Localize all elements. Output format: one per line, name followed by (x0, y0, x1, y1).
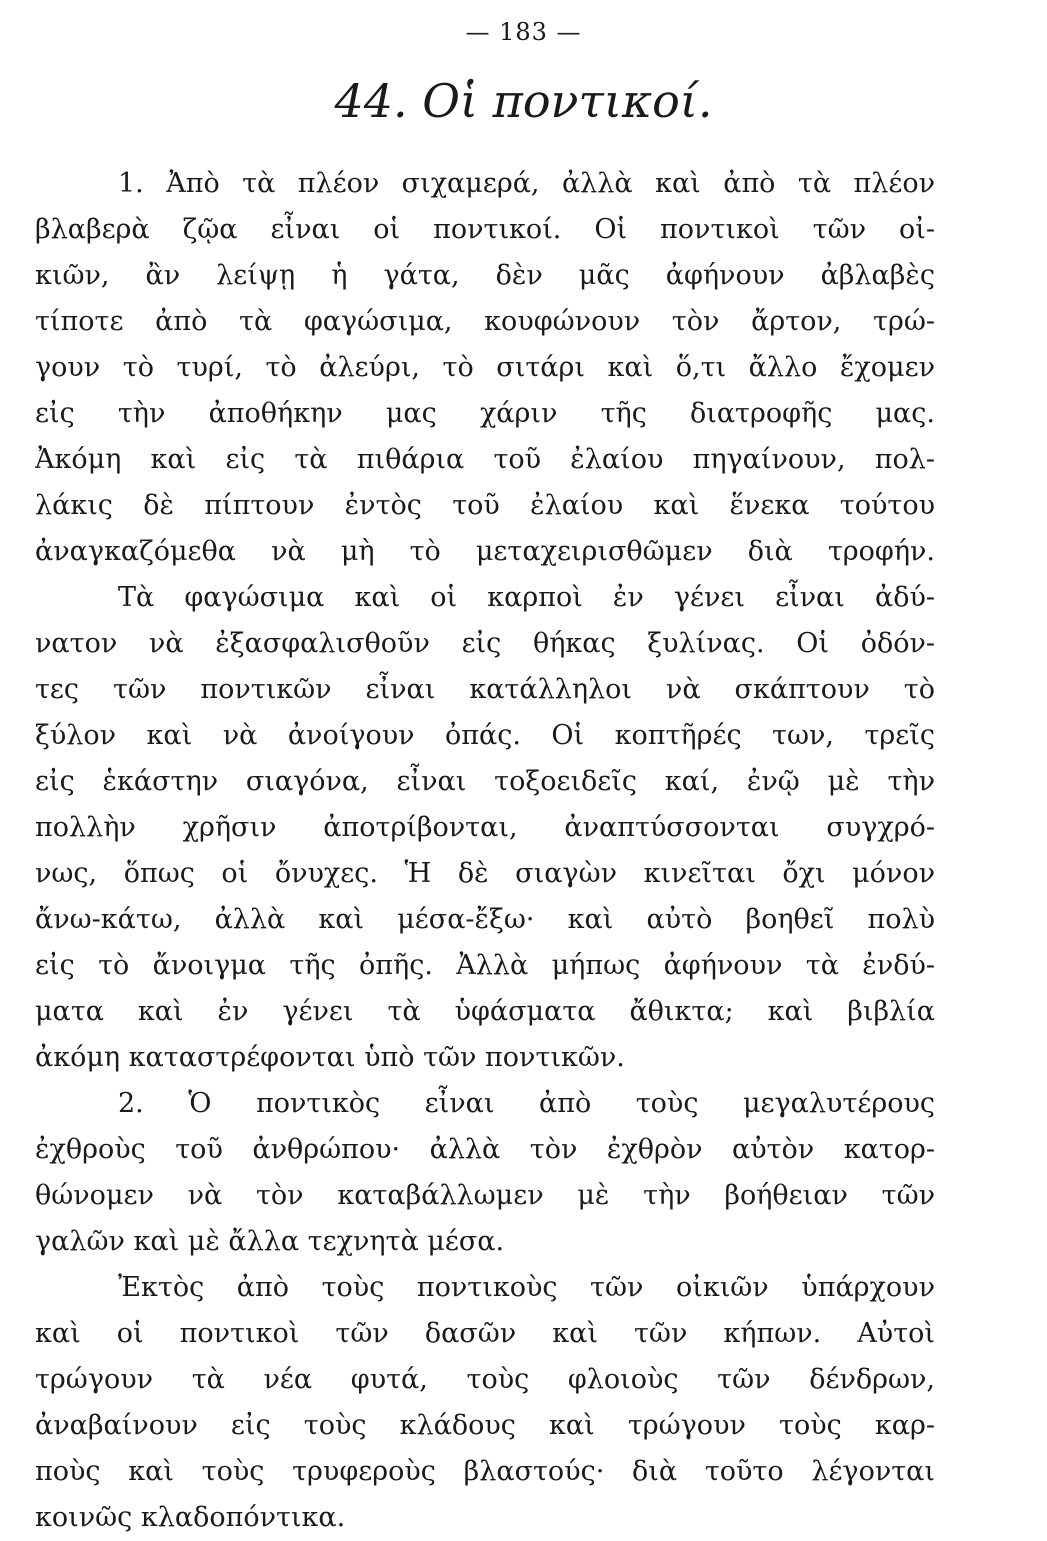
text-line: θώνομεν νὰ τὸν καταβάλλωμεν μὲ τὴν βοήθειαν τῶν (35, 1180, 935, 1211)
text-line: εἰς ἑκάστην σιαγόνα, εἶναι τοξοειδεῖς καί, ἐνῷ μὲ τὴν (35, 766, 935, 797)
text-line: εἰς τὸ ἄνοιγμα τῆς ὀπῆς. Ἀλλὰ μήπως ἀφήνουν τὰ ἐνδύ- (35, 950, 935, 981)
text-line: Ἐκτὸς ἀπὸ τοὺς ποντικοὺς τῶν οἰκιῶν ὑπάρχουν (118, 1272, 935, 1303)
text-line: ματα καὶ ἐν γένει τὰ ὑφάσματα ἄθικτα; καὶ βιβλία (35, 996, 935, 1027)
text-line: 1. Ἀπὸ τὰ πλέον σιχαμερά, ἀλλὰ καὶ ἀπὸ τὰ πλέον (118, 168, 935, 199)
text-line: νως, ὅπως οἱ ὄνυχες. Ἡ δὲ σιαγὼν κινεῖται ὄχι μόνον (35, 858, 935, 889)
text-line: νατον νὰ ἐξασφαλισθοῦν εἰς θήκας ξυλίνας. Οἱ ὀδόν- (35, 628, 935, 659)
text-line: κοινῶς κλαδοπόντικα. (35, 1502, 346, 1533)
chapter-title: 44. Οἱ ποντικοί. (334, 74, 713, 128)
text-line: ἀναβαίνουν εἰς τοὺς κλάδους καὶ τρώγουν τοὺς καρ- (35, 1410, 935, 1441)
text-line: εἰς τὴν ἀποθήκην μας χάριν τῆς διατροφῆς μας. (35, 398, 935, 429)
text-line: ἐχθροὺς τοῦ ἀνθρώπου· ἀλλὰ τὸν ἐχθρὸν αὐτὸν κατορ- (35, 1134, 935, 1165)
text-line: Τὰ φαγώσιμα καὶ οἱ καρποὶ ἐν γένει εἶναι ἀδύ- (118, 582, 935, 613)
text-line: Ἀκόμη καὶ εἰς τὰ πιθάρια τοῦ ἐλαίου πηγαίνουν, πολ- (35, 444, 935, 475)
text-line: 2. Ὁ ποντικὸς εἶναι ἀπὸ τοὺς μεγαλυτέρους (118, 1088, 935, 1119)
text-line: τες τῶν ποντικῶν εἶναι κατάλληλοι νὰ σκάπτουν τὸ (35, 674, 935, 705)
text-line: κιῶν, ἂν λείψῃ ἡ γάτα, δὲν μᾶς ἀφήνουν ἀβλαβὲς (35, 260, 935, 291)
text-line: τρώγουν τὰ νέα φυτά, τοὺς φλοιοὺς τῶν δένδρων, (35, 1364, 935, 1395)
text-line: ἄνω-κάτω, ἀλλὰ καὶ μέσα-ἔξω· καὶ αὐτὸ βοηθεῖ πολὺ (35, 904, 935, 935)
text-line: βλαβερὰ ζῷα εἶναι οἱ ποντικοί. Οἱ ποντικοὶ τῶν οἰ- (35, 214, 935, 245)
text-line: γαλῶν καὶ μὲ ἄλλα τεχνητὰ μέσα. (35, 1226, 505, 1257)
text-line: ἀναγκαζόμεθα νὰ μὴ τὸ μεταχειρισθῶμεν διὰ τροφήν. (35, 536, 935, 567)
body-text (35, 161, 935, 1541)
text-line: ποὺς καὶ τοὺς τρυφεροὺς βλαστούς· διὰ τοῦτο λέγονται (35, 1456, 935, 1487)
text-line: λάκις δὲ πίπτουν ἐντὸς τοῦ ἐλαίου καὶ ἕνεκα τούτου (35, 490, 935, 521)
text-line: ἀκόμη καταστρέφονται ὑπὸ τῶν ποντικῶν. (35, 1042, 625, 1073)
page-number: — 183 — (465, 18, 582, 46)
text-line: πολλὴν χρῆσιν ἀποτρίβονται, ἀναπτύσσονται συγχρό- (35, 812, 935, 843)
text-line: τίποτε ἀπὸ τὰ φαγώσιμα, κουφώνουν τὸν ἄρτον, τρώ- (35, 306, 935, 337)
text-line: καὶ οἱ ποντικοὶ τῶν δασῶν καὶ τῶν κήπων. Αὐτοὶ (35, 1318, 935, 1349)
text-line: γουν τὸ τυρί, τὸ ἀλεύρι, τὸ σιτάρι καὶ ὅ,τι ἄλλο ἔχομεν (35, 352, 935, 383)
text-line: ξύλον καὶ νὰ ἀνοίγουν ὀπάς. Οἱ κοπτῆρές των, τρεῖς (35, 720, 935, 751)
